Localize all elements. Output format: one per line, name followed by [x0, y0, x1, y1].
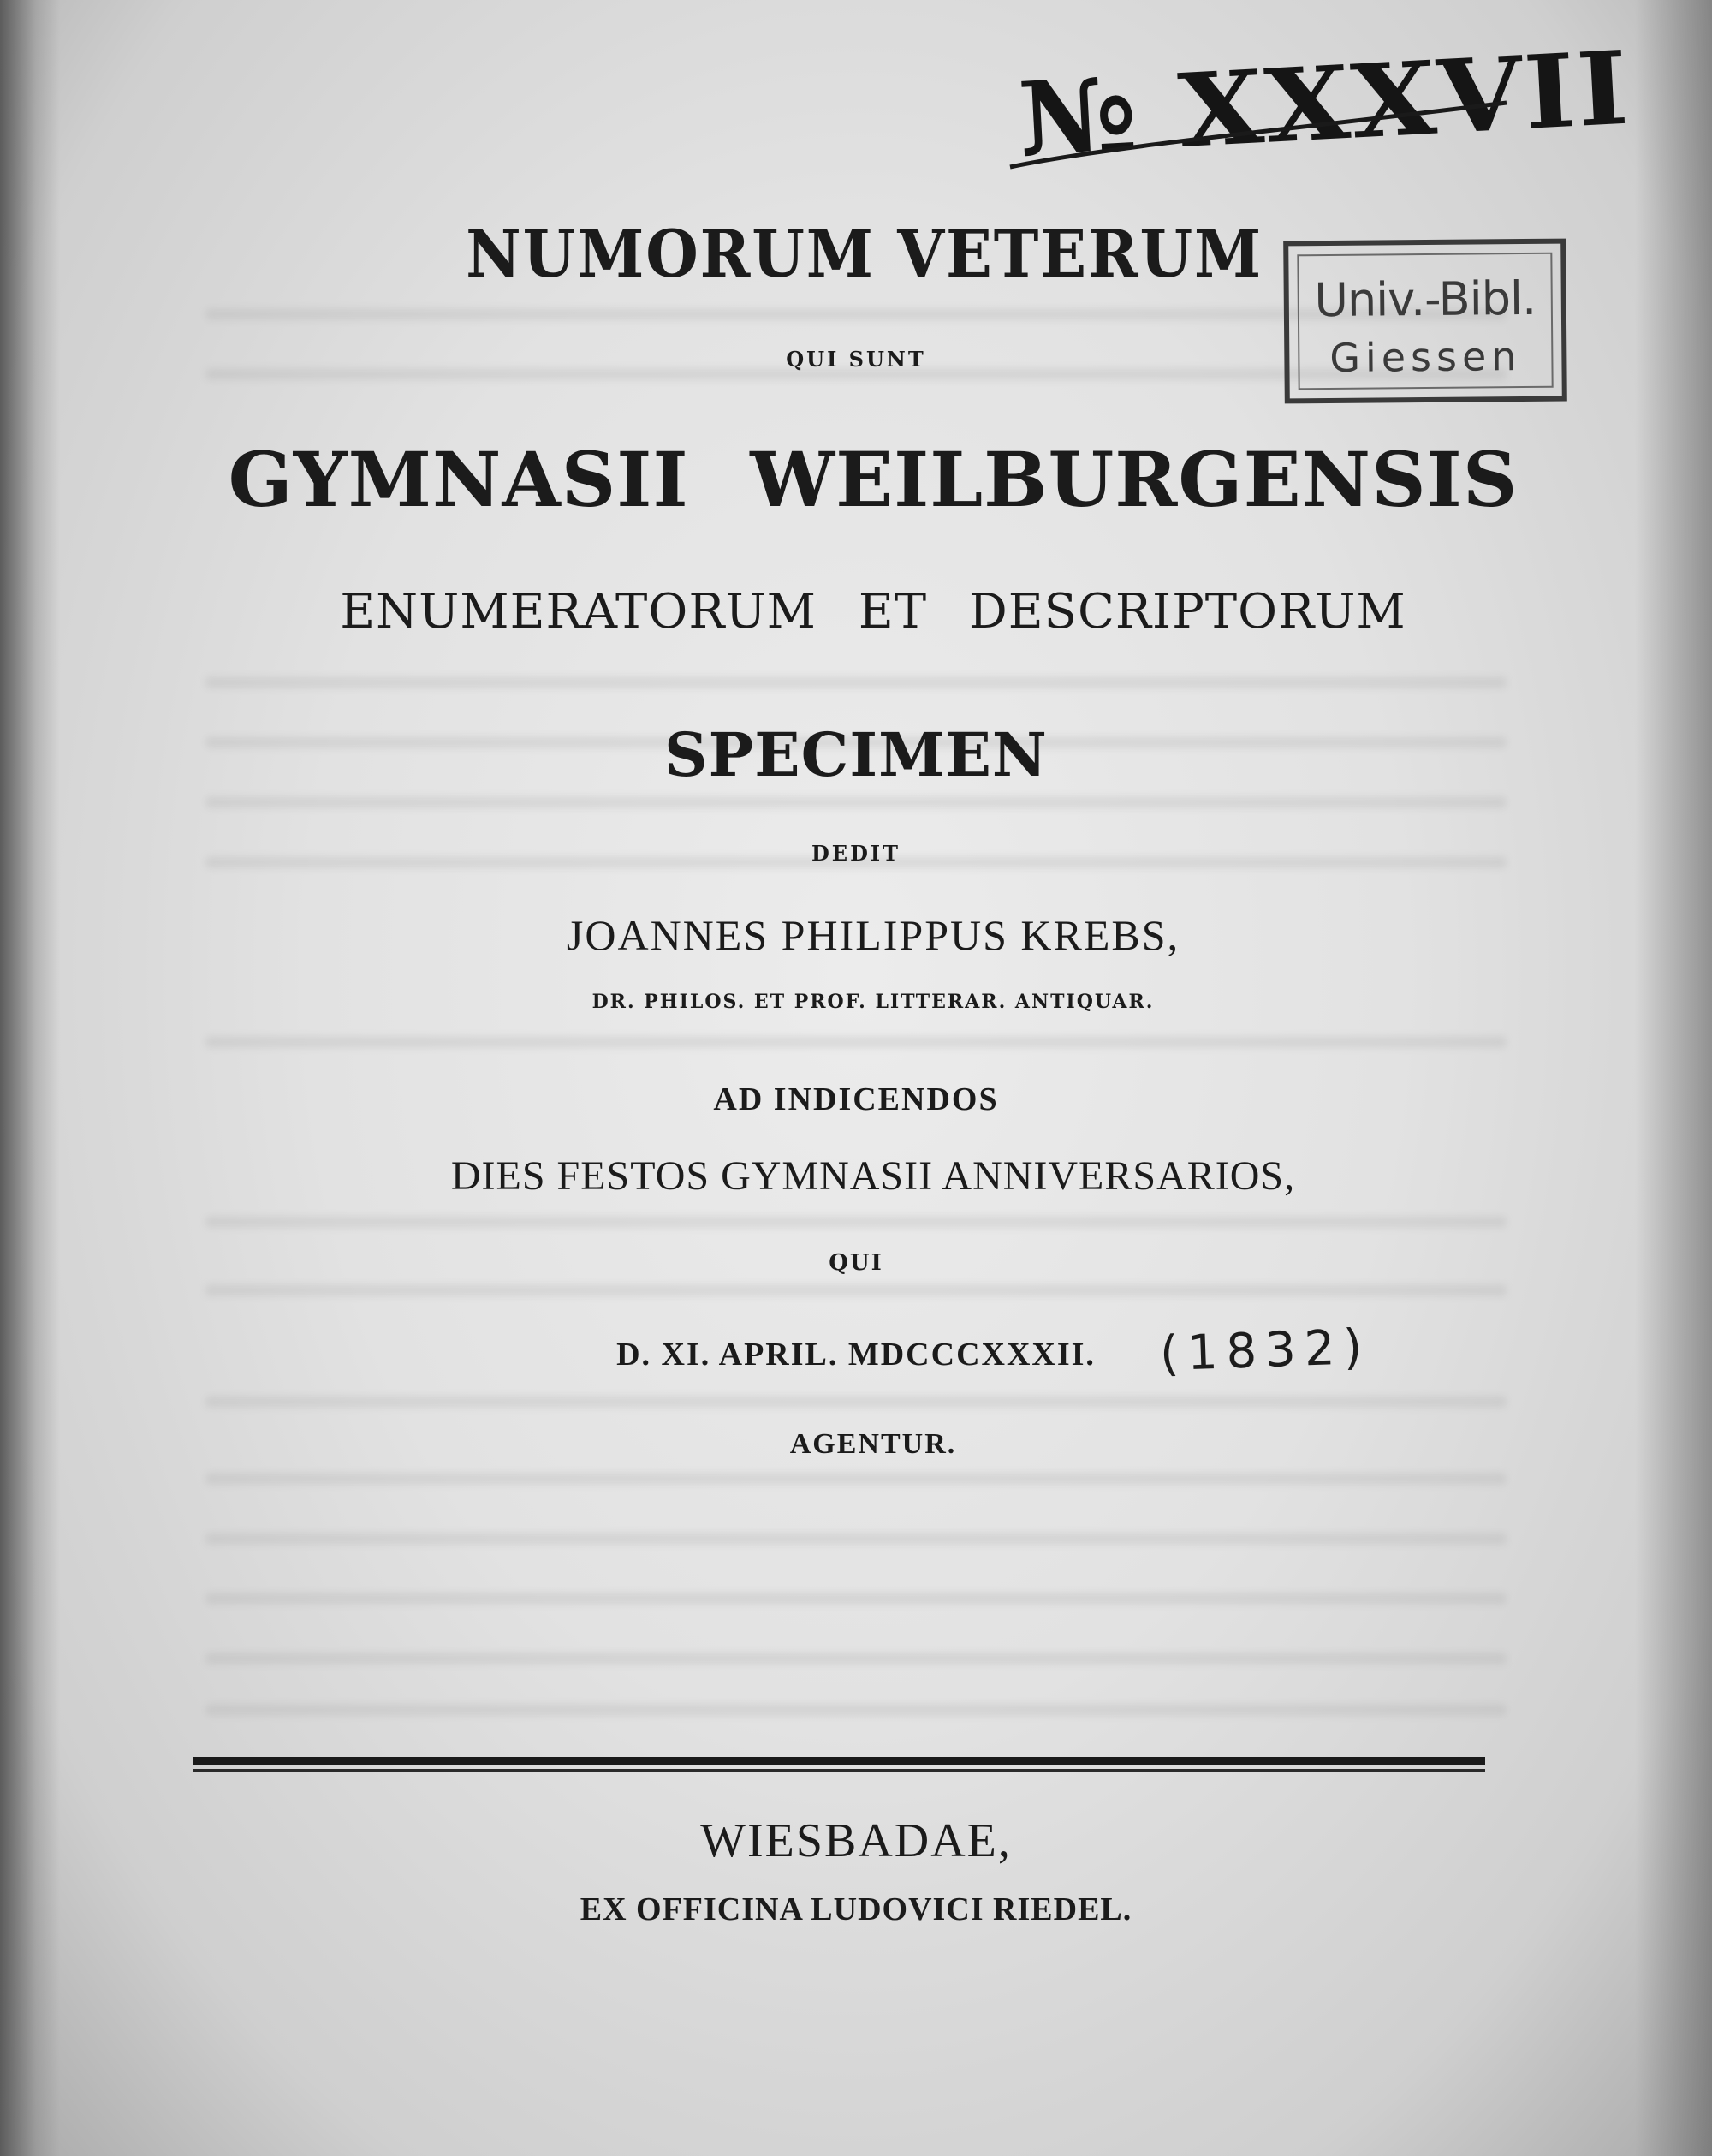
title-line-1-sub: QUI SUNT [786, 347, 926, 372]
show-through-line [205, 1396, 1507, 1408]
stamp-text-library: Univ.-Bibl. [1314, 271, 1537, 328]
divider-rule-thin [193, 1769, 1485, 1772]
show-through-line [205, 1533, 1507, 1545]
show-through-line [205, 1653, 1507, 1665]
divider-rule-thick [193, 1757, 1485, 1765]
stamp-text-city: Giessen [1329, 333, 1522, 381]
shelfmark: № XXXVII [1015, 27, 1633, 179]
title-line-4: SPECIMEN [664, 719, 1048, 790]
show-through-line [205, 796, 1507, 808]
occasion-qui: QUI [829, 1250, 883, 1276]
imprint-printer: EX OFFICINA LUDOVICI RIEDEL. [580, 1891, 1132, 1927]
occasion-date [0, 1336, 1712, 1373]
show-through-line [205, 1284, 1507, 1296]
occasion-line-2: DIES FESTOS GYMNASII ANNIVERSARIOS, [450, 1153, 1296, 1199]
title-line-2: GYMNASII WEILBURGENSIS [228, 435, 1519, 524]
dedit-label: DEDIT [811, 841, 901, 866]
show-through-line [205, 1473, 1507, 1485]
imprint-city: WIESBADAE, [700, 1814, 1012, 1867]
author-name: JOANNES PHILIPPUS KREBS, [566, 911, 1180, 959]
author-degree: DR. PHILOS. ET PROF. LITTERAR. ANTIQUAR. [591, 991, 1155, 1013]
show-through-line [205, 676, 1507, 688]
occasion-date-text: D. XI. APRIL. MDCCCXXXII. [616, 1337, 1096, 1373]
show-through-line [205, 1216, 1507, 1228]
title-line-3: ENUMERATORUM ET DESCRIPTORUM [340, 584, 1406, 640]
show-through-line [205, 1593, 1507, 1605]
show-through-line [205, 1036, 1507, 1048]
occasion-line-1: AD INDICENDOS [713, 1081, 999, 1117]
title-line-1: NUMORUM VETERUM [466, 216, 1263, 292]
handwritten-year-annotation: (1832) [1158, 1319, 1372, 1383]
occasion-agentur: AGENTUR. [789, 1428, 957, 1460]
show-through-line [205, 1704, 1507, 1716]
